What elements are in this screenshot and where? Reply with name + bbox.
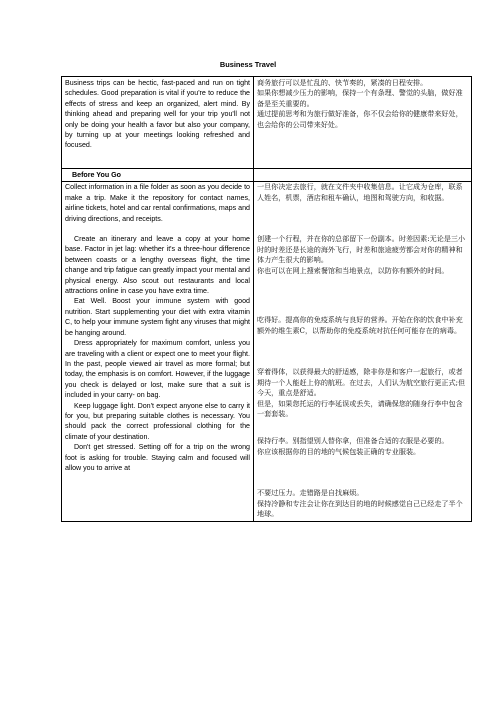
intro-chinese-text-3: 通过提前思考和为旅行做好准备，你不仅会给你的健康带来好处，也会给你的公司带来好处。	[257, 109, 463, 129]
tip-english-6: Don't get stressed. Setting off for a trip on the wrong foot is asking for trouble. Staying calm and focused will allow you to arrive at	[65, 443, 250, 472]
tip-chinese-2a: 创建一个行程，并在你的总部留下一份副本。时差因素:无论是三小时的时差还是长途的海外飞行，时差和旅途疲劳都会对你的精神和体力产生很大的影响。	[257, 234, 466, 265]
tip-chinese-1: 一旦你决定去旅行，就在文件夹中收集信息。让它成为仓库，联系人姓名，机票，酒店和租车确认，地图和驾驶方向，和收据。	[257, 182, 463, 202]
tip-english-2: Create an itinerary and leave a copy at your home base. Factor in jet lag: whether it's a three-hour difference between coasts or a lengthy overseas flight, the time change and trip fatigue can greatly impact your mental and physical energy. Also scout out restaurants and local attractions online in case you have extra time.	[65, 235, 250, 296]
tips-row	[62, 182, 472, 521]
tip-chinese-6a: 不要过压力。走错路是自找麻烦。	[257, 488, 364, 498]
tip-chinese-5a: 保持行李。别指望别人替你拿，但准备合适的衣服是必要的。	[257, 436, 449, 446]
intro-chinese-text-1: 商务旅行可以是忙乱的、快节奏的，紧凑的日程安排。	[257, 78, 428, 87]
tip-english-1: Collect information in a file folder as soon as you decide to make a trip. Make it the repository for contact names, airline tickets, hotel and car rental confirmations, maps and driving directions, and receipts.	[65, 183, 250, 223]
tips-english-cell	[62, 182, 254, 521]
tip-chinese-5b: 你应该根据你的目的地的气候包装正确的专业服装。	[257, 446, 421, 456]
tip-english-5: Keep luggage light. Don't expect anyone else to carry it for you, but preparing suitable clothes is necessary. You should pack the correct professional clothing for the climate of your destination.	[65, 401, 250, 441]
section-heading: Before You Go	[62, 169, 254, 182]
tip-chinese-4a: 穿着得体，以获得最大的舒适感，除非你是和客户一起旅行，或者期待一个人能赶上你的航班。在过去，人们认为航空旅行更正式;但今天，重点是舒适。	[257, 367, 466, 398]
bilingual-table	[61, 76, 472, 522]
tip-chinese-4b: 但是，如果您托运的行李延误或丢失，请确保您的随身行李中包含一套套装。	[257, 398, 463, 419]
tip-chinese-3: 吃得好。提高你的免疫系统与良好的营养。开始在你的饮食中补充额外的维生素C，以帮助你的免疫系统对抗任何可能存在的病毒。	[257, 315, 463, 335]
intro-english-text: Business trips can be hectic, fast-paced and run on tight schedules. Good preparation is vital if you're to reduce the effects of stress and keep an organized, alert mind. By thinking ahead and preparing well for your trip you'll not only be doing your health a favor but also your company, by turning up at your meetings looking refreshed and focused.	[65, 79, 250, 150]
tip-english-4: Dress appropriately for maximum comfort, unless you are traveling with a client or expect one to meet your flight. In the past, people viewed air travel as more formal; but today, the emphasis is on comfort. However, if the luggage you check is delayed or lost, make sure that a suit is included in your carry- on bag.	[65, 339, 250, 400]
tip-english-3: Eat Well. Boost your immune system with good nutrition. Start supplementing your diet with extra vitamin C, to help your immune system fight any viruses that might be hanging around.	[65, 297, 250, 337]
document-title: Business Travel	[219, 60, 277, 69]
intro-chinese-text-2: 如果你想减少压力的影响，保持一个有条理、警觉的头脑，做好准备是至关重要的。	[257, 88, 463, 108]
tip-chinese-2b: 你也可以在网上搜索餐馆和当地景点，以防你有额外的时间。	[257, 265, 449, 275]
intro-chinese-cell	[254, 77, 472, 169]
section-heading-row	[62, 169, 472, 182]
tip-chinese-6b: 保持冷静和专注会让你在到达目的地的时候感觉自己已经走了半个地球。	[257, 498, 463, 519]
tips-chinese-cell	[254, 182, 472, 521]
intro-row	[62, 77, 472, 169]
intro-english-cell	[62, 77, 254, 169]
section-heading-blank	[254, 169, 472, 182]
